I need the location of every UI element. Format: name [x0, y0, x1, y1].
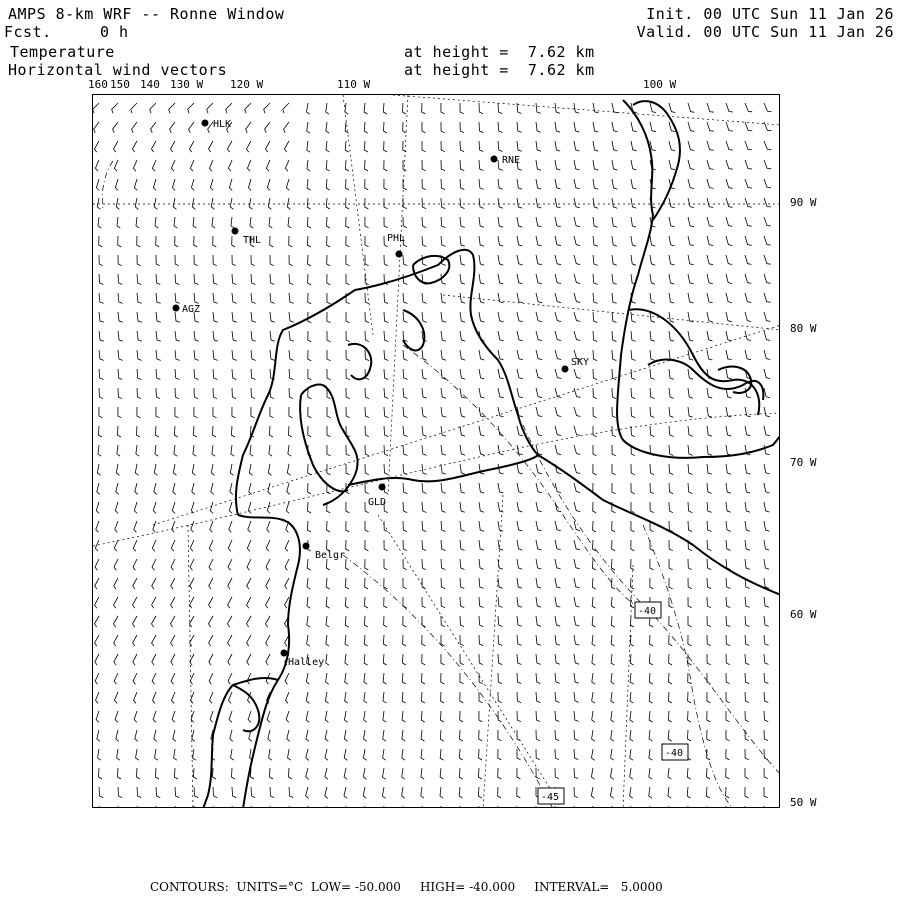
station-label-halley: Halley	[288, 657, 325, 668]
coast-ellsworth-land	[538, 455, 780, 595]
station-label-agz: AGZ	[182, 304, 201, 315]
island-fletcher	[403, 310, 424, 350]
lat-label-60w: 60 W	[790, 608, 817, 621]
station-dot-halley	[281, 650, 288, 657]
graticule-80w	[443, 295, 780, 330]
lon-label-100w: 100 W	[643, 78, 677, 91]
lon-label-120w: 120 W	[230, 78, 264, 91]
lon-label-160: 160	[88, 78, 108, 91]
wind-vector-field	[93, 103, 771, 808]
graticule-lon-118	[388, 95, 408, 495]
init-time: Init. 00 UTC Sun 11 Jan 26	[646, 5, 894, 23]
lat-label-70w: 70 W	[790, 456, 817, 469]
contour-label-minus40-b: -40	[665, 748, 684, 759]
contour-minus40-east	[523, 425, 780, 775]
station-label-sky: SKY	[571, 357, 590, 368]
station-label-hlk: HLK	[213, 119, 232, 130]
contour-minus45	[343, 555, 553, 808]
station-dot-gld	[379, 484, 386, 491]
contour-value-labels	[538, 602, 688, 804]
coastlines	[203, 100, 780, 808]
map-title: AMPS 8-km WRF -- Ronne Window	[8, 5, 285, 23]
coast-ronne-ice-front	[355, 250, 538, 455]
station-label-gld: GLD	[368, 497, 387, 508]
graticule-diag-1	[153, 325, 780, 525]
coast-palmer-land-west	[617, 100, 780, 458]
lon-label-150: 150	[110, 78, 130, 91]
height-label-2: at height = 7.62 km	[404, 61, 595, 79]
lat-label-50w: 50 W	[790, 796, 817, 809]
station-label-thl: THL	[243, 235, 262, 246]
coast-palmer-peninsula	[633, 101, 680, 220]
graticule-lon-105	[623, 565, 633, 808]
graticule-top	[393, 95, 780, 125]
lat-label-90w: 90 W	[790, 196, 817, 209]
coast-ronne-shelf-west	[236, 290, 355, 515]
lat-label-80w: 80 W	[790, 322, 817, 335]
station-label-belgr: Belgr	[315, 550, 346, 561]
coast-brunt-ice-shelf	[203, 678, 278, 808]
station-dot-thl	[232, 228, 239, 235]
station-dot-belgr	[303, 543, 310, 550]
station-dot-phl	[396, 251, 403, 258]
lon-label-110w: 110 W	[337, 78, 371, 91]
coast-berkner-front	[348, 455, 538, 485]
contour-label-minus45: -45	[541, 792, 560, 803]
station-dot-sky	[562, 366, 569, 373]
station-dot-hlk	[202, 120, 209, 127]
graticule-70w	[93, 413, 780, 546]
station-dot-agz	[173, 305, 180, 312]
graticule-lon-115	[378, 515, 563, 808]
weather-map	[93, 95, 780, 808]
station-label-phl: PHL	[387, 233, 406, 244]
forecast-label: Fcst.	[4, 23, 52, 41]
graticule-lon-120	[343, 95, 373, 335]
valid-time: Valid. 00 UTC Sun 11 Jan 26	[636, 23, 894, 41]
coast-alexander-island	[628, 309, 759, 415]
contour-label-minus40-a: -40	[638, 606, 657, 617]
graticule	[93, 95, 780, 808]
coast-henry-rise	[323, 385, 358, 505]
field-name-temperature: Temperature	[10, 43, 115, 61]
station-label-rne: RNE	[502, 155, 521, 166]
lon-label-130w: 130 W	[170, 78, 204, 91]
coast-henry-top	[301, 385, 328, 395]
station-dot-rne	[491, 156, 498, 163]
contour-legend: CONTOURS: UNITS=°C LOW= -50.000 HIGH= -40.000 INTERVAL= 5.0000	[150, 880, 663, 894]
island-inlet	[348, 344, 371, 379]
contour-minus40-mid	[403, 345, 653, 610]
field-name-wind: Horizontal wind vectors	[8, 61, 228, 79]
contour-left	[102, 161, 113, 209]
lon-label-140: 140	[140, 78, 160, 91]
height-label-1: at height = 7.62 km	[404, 43, 595, 61]
graticule-lon-110	[483, 495, 503, 808]
coast-berkner-island	[300, 395, 348, 491]
map-panel	[92, 94, 780, 808]
forecast-hour: 0 h	[100, 23, 129, 41]
coast-halley-inlet	[233, 685, 259, 731]
